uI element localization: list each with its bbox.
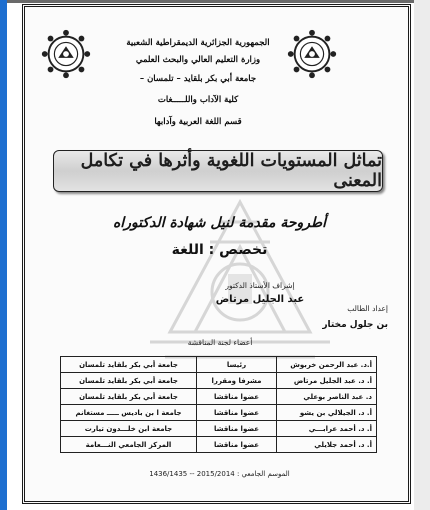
student-label: إعداد الطالب — [347, 304, 388, 313]
jury-member-name: أ. د. عبد الجليل مرتاض — [277, 373, 377, 389]
specialty: تخصص : اللغة — [171, 242, 268, 258]
jury-member-role: عضوا مناقشا — [197, 405, 277, 421]
header-ministry: وزارة التعليم العالي والبحث العلمي — [135, 55, 261, 65]
header-department: قسم اللغة العربية وآدابها — [154, 117, 242, 127]
thesis-cover-page — [22, 4, 411, 504]
jury-member-role: عضوا مناقشا — [197, 421, 277, 437]
table-row — [61, 405, 377, 421]
supervisor-name: عبد الجليل مرتاض — [215, 294, 305, 305]
academic-year: الموسم الجامعي : 2015/2014 -- 1436/1435 — [149, 470, 290, 478]
jury-member-role: عضوا مناقشا — [197, 437, 277, 453]
jury-member-institution: جامعة ابن خلـــدون تيارت — [61, 421, 197, 437]
thesis-title: تماثل المستويات اللغوية وأثرها في تكامل المعنى — [53, 150, 383, 192]
jury-member-institution: جامعة أبي بكر بلقايد تلمسان — [61, 389, 197, 405]
jury-member-name: د. عبد الناصر بوعلي — [277, 389, 377, 405]
header-university: جامعة أبي بكر بلقايد – تلمسان – — [139, 74, 257, 84]
thesis-type: أطروحة مقدمة لنيل شهادة الدكتوراه — [112, 215, 327, 231]
window-left-accent — [0, 0, 7, 510]
jury-member-name: أ. د. الجيلالي بن يشو — [277, 405, 377, 421]
window-top-edge — [7, 0, 414, 3]
window-right-margin — [414, 0, 430, 510]
table-row — [61, 373, 377, 389]
jury-member-institution: المركز الجامعي النـــعامة — [61, 437, 197, 453]
jury-member-institution: جامعة ا بن باديس ـــــ مستغانم — [61, 405, 197, 421]
jury-member-role: رئيسا — [197, 357, 277, 373]
jury-table — [60, 356, 377, 453]
student-name: بن جلول مختار — [322, 320, 388, 330]
table-row — [61, 437, 377, 453]
jury-member-name: أ.د. عبد الرحمن خربوش — [277, 357, 377, 373]
supervisor-label: إشراف الأستاذ الدكتور — [225, 281, 295, 290]
jury-member-institution: جامعة أبي بكر بلقايد تلمسان — [61, 373, 197, 389]
jury-member-name: أ. د. أحمد عرابـــي — [277, 421, 377, 437]
header-faculty: كلية الآداب واللـــــغات — [157, 95, 239, 105]
table-row — [61, 421, 377, 437]
header-republic: الجمهورية الجزائرية الديمقراطية الشعبية — [126, 38, 270, 48]
jury-title: أعضاء لجنة المناقشة — [187, 338, 253, 347]
table-row — [61, 357, 377, 373]
jury-member-institution: جامعة أبي بكر بلقايد تلمسان — [61, 357, 197, 373]
university-emblem-left — [37, 25, 95, 83]
jury-member-role: عضوا مناقشا — [197, 389, 277, 405]
jury-member-role: مشرفا ومقررا — [197, 373, 277, 389]
table-row — [61, 389, 377, 405]
jury-member-name: أ. د. أحمد جلايلي — [277, 437, 377, 453]
